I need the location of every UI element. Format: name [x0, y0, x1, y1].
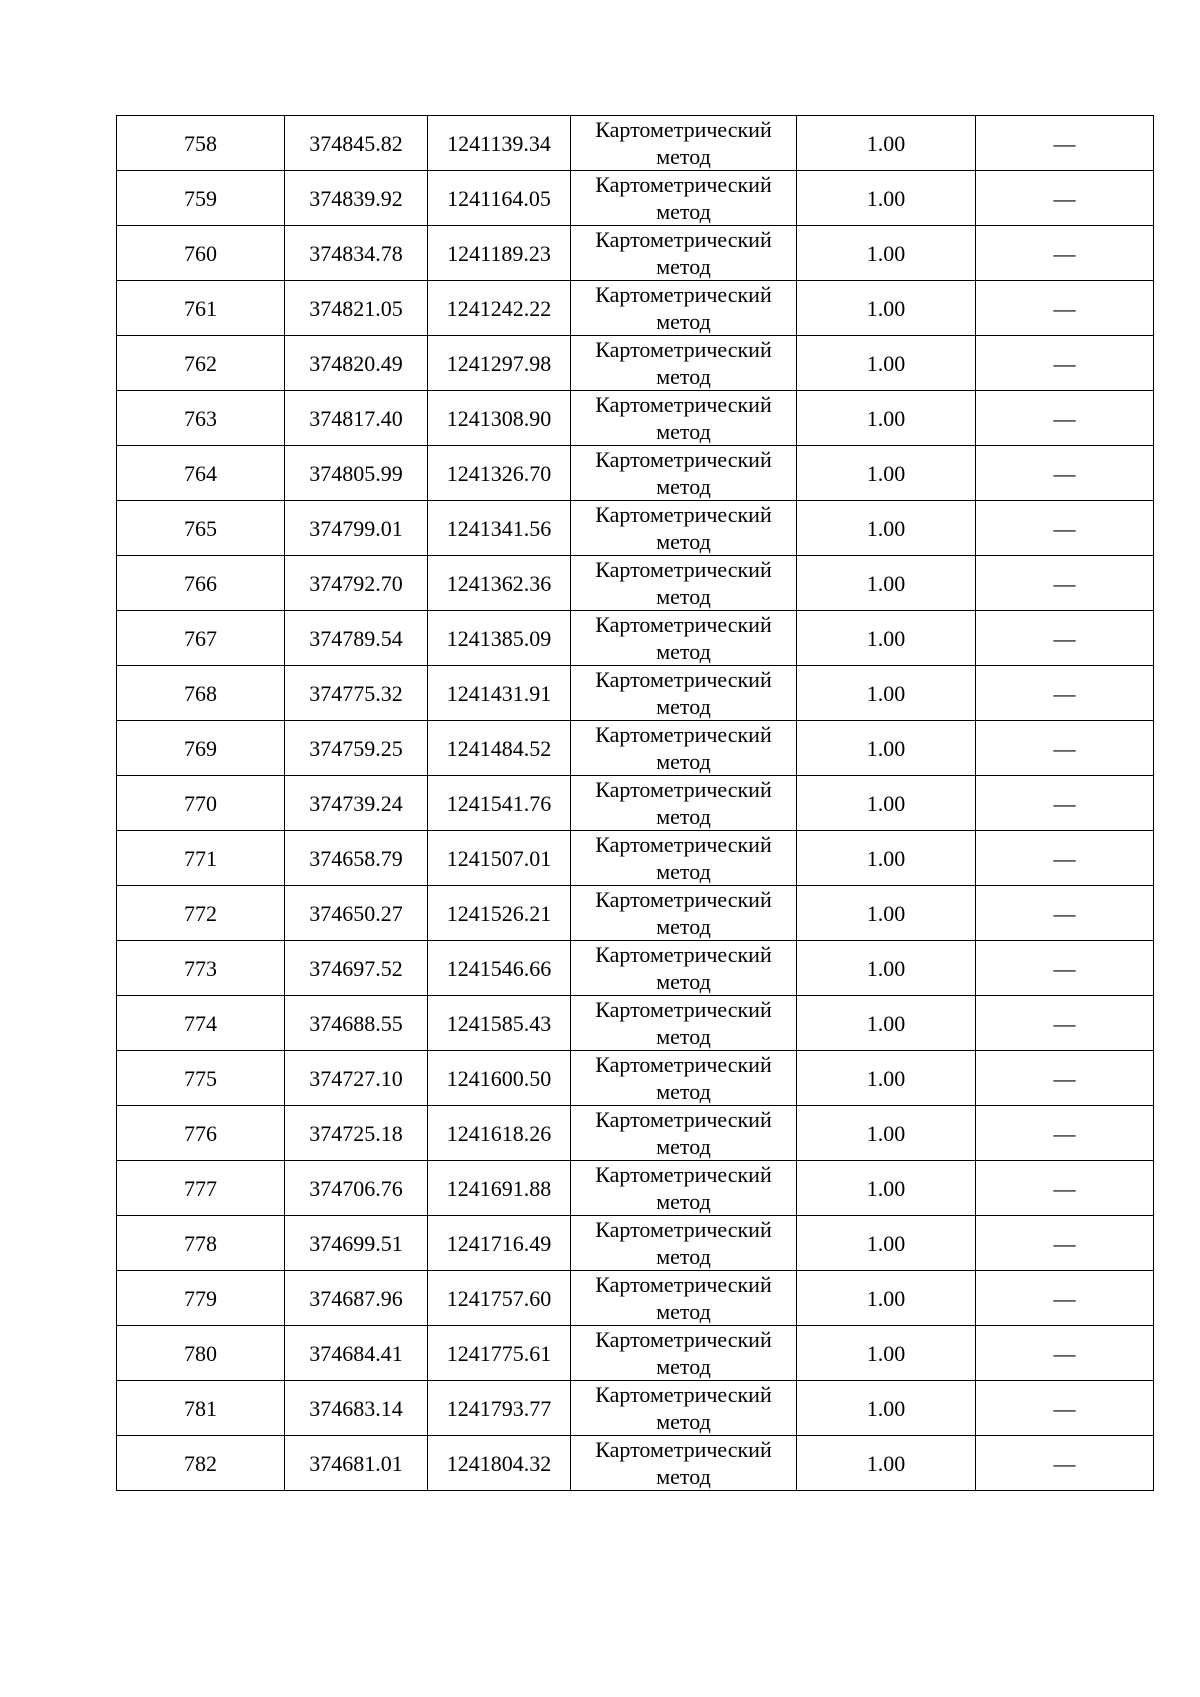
x-coordinate-cell: 374688.55: [285, 996, 428, 1051]
method-line-2: метод: [656, 639, 711, 664]
point-number-cell: 763: [117, 391, 285, 446]
point-number-cell: 781: [117, 1381, 285, 1436]
method-line-2: метод: [656, 749, 711, 774]
method-line-2: метод: [656, 1244, 711, 1269]
method-line-1: Картометрический: [595, 997, 772, 1022]
point-number-cell: 758: [117, 116, 285, 171]
method-line-2: метод: [656, 1409, 711, 1434]
method-cell: [571, 1326, 797, 1381]
note-cell: —: [976, 1216, 1154, 1271]
method-line-1: Картометрический: [595, 722, 772, 747]
accuracy-cell: 1.00: [797, 776, 976, 831]
y-coordinate-cell: 1241585.43: [428, 996, 571, 1051]
accuracy-cell: 1.00: [797, 666, 976, 721]
method-line-1: Картометрический: [595, 1217, 772, 1242]
method-line-1: Картометрический: [595, 887, 772, 912]
method-line-2: метод: [656, 584, 711, 609]
note-cell: —: [976, 1436, 1154, 1491]
method-cell: [571, 996, 797, 1051]
method-cell: [571, 446, 797, 501]
y-coordinate-cell: 1241362.36: [428, 556, 571, 611]
method-line-1: Картометрический: [595, 502, 772, 527]
accuracy-cell: 1.00: [797, 996, 976, 1051]
note-cell: —: [976, 116, 1154, 171]
method-line-2: метод: [656, 364, 711, 389]
note-cell: —: [976, 556, 1154, 611]
note-cell: —: [976, 886, 1154, 941]
x-coordinate-cell: 374805.99: [285, 446, 428, 501]
table-row: [117, 281, 1154, 336]
point-number-cell: 775: [117, 1051, 285, 1106]
point-number-cell: 768: [117, 666, 285, 721]
method-line-1: Картометрический: [595, 557, 772, 582]
note-cell: —: [976, 171, 1154, 226]
point-number-cell: 759: [117, 171, 285, 226]
point-number-cell: 765: [117, 501, 285, 556]
accuracy-cell: 1.00: [797, 391, 976, 446]
note-cell: —: [976, 1381, 1154, 1436]
note-cell: —: [976, 1051, 1154, 1106]
accuracy-cell: 1.00: [797, 886, 976, 941]
method-cell: [571, 776, 797, 831]
point-number-cell: 773: [117, 941, 285, 996]
x-coordinate-cell: 374759.25: [285, 721, 428, 776]
x-coordinate-cell: 374739.24: [285, 776, 428, 831]
y-coordinate-cell: 1241757.60: [428, 1271, 571, 1326]
point-number-cell: 760: [117, 226, 285, 281]
accuracy-cell: 1.00: [797, 941, 976, 996]
point-number-cell: 779: [117, 1271, 285, 1326]
y-coordinate-cell: 1241775.61: [428, 1326, 571, 1381]
y-coordinate-cell: 1241546.66: [428, 941, 571, 996]
table-row: [117, 831, 1154, 886]
note-cell: —: [976, 721, 1154, 776]
x-coordinate-cell: 374727.10: [285, 1051, 428, 1106]
method-cell: [571, 1216, 797, 1271]
method-line-2: метод: [656, 969, 711, 994]
point-number-cell: 777: [117, 1161, 285, 1216]
accuracy-cell: 1.00: [797, 1381, 976, 1436]
point-number-cell: 762: [117, 336, 285, 391]
table-row: [117, 1216, 1154, 1271]
table-row: [117, 391, 1154, 446]
accuracy-cell: 1.00: [797, 721, 976, 776]
y-coordinate-cell: 1241716.49: [428, 1216, 571, 1271]
x-coordinate-cell: 374839.92: [285, 171, 428, 226]
method-line-2: метод: [656, 254, 711, 279]
x-coordinate-cell: 374817.40: [285, 391, 428, 446]
x-coordinate-cell: 374789.54: [285, 611, 428, 666]
method-line-2: метод: [656, 419, 711, 444]
point-number-cell: 770: [117, 776, 285, 831]
x-coordinate-cell: 374697.52: [285, 941, 428, 996]
method-cell: [571, 281, 797, 336]
point-number-cell: 772: [117, 886, 285, 941]
table-row: [117, 776, 1154, 831]
accuracy-cell: 1.00: [797, 446, 976, 501]
table-row: [117, 336, 1154, 391]
method-line-1: Картометрический: [595, 1272, 772, 1297]
accuracy-cell: 1.00: [797, 171, 976, 226]
note-cell: —: [976, 996, 1154, 1051]
table-row: [117, 1271, 1154, 1326]
point-number-cell: 771: [117, 831, 285, 886]
method-cell: [571, 1161, 797, 1216]
x-coordinate-cell: 374683.14: [285, 1381, 428, 1436]
x-coordinate-cell: 374658.79: [285, 831, 428, 886]
method-line-1: Картометрический: [595, 832, 772, 857]
point-number-cell: 764: [117, 446, 285, 501]
method-line-1: Картометрический: [595, 1327, 772, 1352]
method-cell: [571, 941, 797, 996]
y-coordinate-cell: 1241541.76: [428, 776, 571, 831]
note-cell: —: [976, 281, 1154, 336]
table-row: [117, 1051, 1154, 1106]
method-line-1: Картометрический: [595, 1107, 772, 1132]
method-line-1: Картометрический: [595, 117, 772, 142]
method-line-1: Картометрический: [595, 942, 772, 967]
x-coordinate-cell: 374650.27: [285, 886, 428, 941]
x-coordinate-cell: 374845.82: [285, 116, 428, 171]
method-cell: [571, 1051, 797, 1106]
table-row: [117, 1326, 1154, 1381]
method-cell: [571, 1271, 797, 1326]
note-cell: —: [976, 611, 1154, 666]
method-line-2: метод: [656, 694, 711, 719]
note-cell: —: [976, 941, 1154, 996]
x-coordinate-cell: 374792.70: [285, 556, 428, 611]
point-number-cell: 767: [117, 611, 285, 666]
x-coordinate-cell: 374799.01: [285, 501, 428, 556]
x-coordinate-cell: 374681.01: [285, 1436, 428, 1491]
table-row: [117, 446, 1154, 501]
note-cell: —: [976, 1271, 1154, 1326]
method-cell: [571, 336, 797, 391]
point-number-cell: 780: [117, 1326, 285, 1381]
method-line-2: метод: [656, 1464, 711, 1489]
method-cell: [571, 116, 797, 171]
point-number-cell: 774: [117, 996, 285, 1051]
method-line-2: метод: [656, 1024, 711, 1049]
x-coordinate-cell: 374706.76: [285, 1161, 428, 1216]
y-coordinate-cell: 1241164.05: [428, 171, 571, 226]
accuracy-cell: 1.00: [797, 1106, 976, 1161]
table-row: [117, 1161, 1154, 1216]
method-cell: [571, 501, 797, 556]
x-coordinate-cell: 374684.41: [285, 1326, 428, 1381]
y-coordinate-cell: 1241691.88: [428, 1161, 571, 1216]
note-cell: —: [976, 1106, 1154, 1161]
method-line-2: метод: [656, 309, 711, 334]
method-cell: [571, 611, 797, 666]
note-cell: —: [976, 391, 1154, 446]
method-line-2: метод: [656, 914, 711, 939]
accuracy-cell: 1.00: [797, 1216, 976, 1271]
coordinates-table-body: [117, 116, 1154, 1491]
accuracy-cell: 1.00: [797, 1326, 976, 1381]
table-row: [117, 556, 1154, 611]
accuracy-cell: 1.00: [797, 1271, 976, 1326]
y-coordinate-cell: 1241600.50: [428, 1051, 571, 1106]
accuracy-cell: 1.00: [797, 1436, 976, 1491]
table-row: [117, 1381, 1154, 1436]
x-coordinate-cell: 374687.96: [285, 1271, 428, 1326]
y-coordinate-cell: 1241618.26: [428, 1106, 571, 1161]
note-cell: —: [976, 666, 1154, 721]
method-line-2: метод: [656, 529, 711, 554]
note-cell: —: [976, 226, 1154, 281]
y-coordinate-cell: 1241385.09: [428, 611, 571, 666]
accuracy-cell: 1.00: [797, 336, 976, 391]
table-row: [117, 996, 1154, 1051]
note-cell: —: [976, 1326, 1154, 1381]
y-coordinate-cell: 1241326.70: [428, 446, 571, 501]
method-cell: [571, 1436, 797, 1491]
table-row: [117, 886, 1154, 941]
method-line-1: Картометрический: [595, 1052, 772, 1077]
x-coordinate-cell: 374775.32: [285, 666, 428, 721]
x-coordinate-cell: 374834.78: [285, 226, 428, 281]
accuracy-cell: 1.00: [797, 116, 976, 171]
method-line-1: Картометрический: [595, 337, 772, 362]
method-line-2: метод: [656, 1079, 711, 1104]
method-cell: [571, 1381, 797, 1436]
y-coordinate-cell: 1241189.23: [428, 226, 571, 281]
method-cell: [571, 666, 797, 721]
note-cell: —: [976, 446, 1154, 501]
accuracy-cell: 1.00: [797, 611, 976, 666]
note-cell: —: [976, 336, 1154, 391]
x-coordinate-cell: 374821.05: [285, 281, 428, 336]
method-line-2: метод: [656, 144, 711, 169]
x-coordinate-cell: 374820.49: [285, 336, 428, 391]
point-number-cell: 778: [117, 1216, 285, 1271]
y-coordinate-cell: 1241139.34: [428, 116, 571, 171]
method-cell: [571, 171, 797, 226]
y-coordinate-cell: 1241507.01: [428, 831, 571, 886]
table-row: [117, 721, 1154, 776]
y-coordinate-cell: 1241308.90: [428, 391, 571, 446]
table-row: [117, 611, 1154, 666]
method-line-1: Картометрический: [595, 1382, 772, 1407]
accuracy-cell: 1.00: [797, 831, 976, 886]
point-number-cell: 776: [117, 1106, 285, 1161]
method-line-1: Картометрический: [595, 1162, 772, 1187]
method-line-2: метод: [656, 859, 711, 884]
method-cell: [571, 721, 797, 776]
y-coordinate-cell: 1241793.77: [428, 1381, 571, 1436]
table-row: [117, 1436, 1154, 1491]
table-row: [117, 171, 1154, 226]
y-coordinate-cell: 1241297.98: [428, 336, 571, 391]
point-number-cell: 769: [117, 721, 285, 776]
table-row: [117, 666, 1154, 721]
note-cell: —: [976, 1161, 1154, 1216]
method-line-2: метод: [656, 1354, 711, 1379]
method-line-2: метод: [656, 1299, 711, 1324]
method-line-2: метод: [656, 199, 711, 224]
table-row: [117, 501, 1154, 556]
method-line-1: Картометрический: [595, 447, 772, 472]
table-row: [117, 941, 1154, 996]
x-coordinate-cell: 374699.51: [285, 1216, 428, 1271]
point-number-cell: 766: [117, 556, 285, 611]
coordinates-table: [116, 115, 1154, 1491]
point-number-cell: 782: [117, 1436, 285, 1491]
accuracy-cell: 1.00: [797, 1051, 976, 1106]
y-coordinate-cell: 1241804.32: [428, 1436, 571, 1491]
method-line-1: Картометрический: [595, 612, 772, 637]
table-row: [117, 226, 1154, 281]
accuracy-cell: 1.00: [797, 556, 976, 611]
method-cell: [571, 1106, 797, 1161]
method-line-2: метод: [656, 474, 711, 499]
method-cell: [571, 831, 797, 886]
method-cell: [571, 886, 797, 941]
note-cell: —: [976, 831, 1154, 886]
method-cell: [571, 391, 797, 446]
method-cell: [571, 556, 797, 611]
method-line-1: Картометрический: [595, 777, 772, 802]
method-line-2: метод: [656, 804, 711, 829]
accuracy-cell: 1.00: [797, 226, 976, 281]
table-row: [117, 1106, 1154, 1161]
method-line-2: метод: [656, 1189, 711, 1214]
method-line-1: Картометрический: [595, 282, 772, 307]
y-coordinate-cell: 1241431.91: [428, 666, 571, 721]
table-row: [117, 116, 1154, 171]
note-cell: —: [976, 501, 1154, 556]
accuracy-cell: 1.00: [797, 1161, 976, 1216]
x-coordinate-cell: 374725.18: [285, 1106, 428, 1161]
point-number-cell: 761: [117, 281, 285, 336]
y-coordinate-cell: 1241341.56: [428, 501, 571, 556]
y-coordinate-cell: 1241526.21: [428, 886, 571, 941]
method-line-1: Картометрический: [595, 172, 772, 197]
method-line-2: метод: [656, 1134, 711, 1159]
note-cell: —: [976, 776, 1154, 831]
accuracy-cell: 1.00: [797, 281, 976, 336]
method-cell: [571, 226, 797, 281]
method-line-1: Картометрический: [595, 392, 772, 417]
y-coordinate-cell: 1241242.22: [428, 281, 571, 336]
accuracy-cell: 1.00: [797, 501, 976, 556]
method-line-1: Картометрический: [595, 227, 772, 252]
method-line-1: Картометрический: [595, 667, 772, 692]
y-coordinate-cell: 1241484.52: [428, 721, 571, 776]
method-line-1: Картометрический: [595, 1437, 772, 1462]
